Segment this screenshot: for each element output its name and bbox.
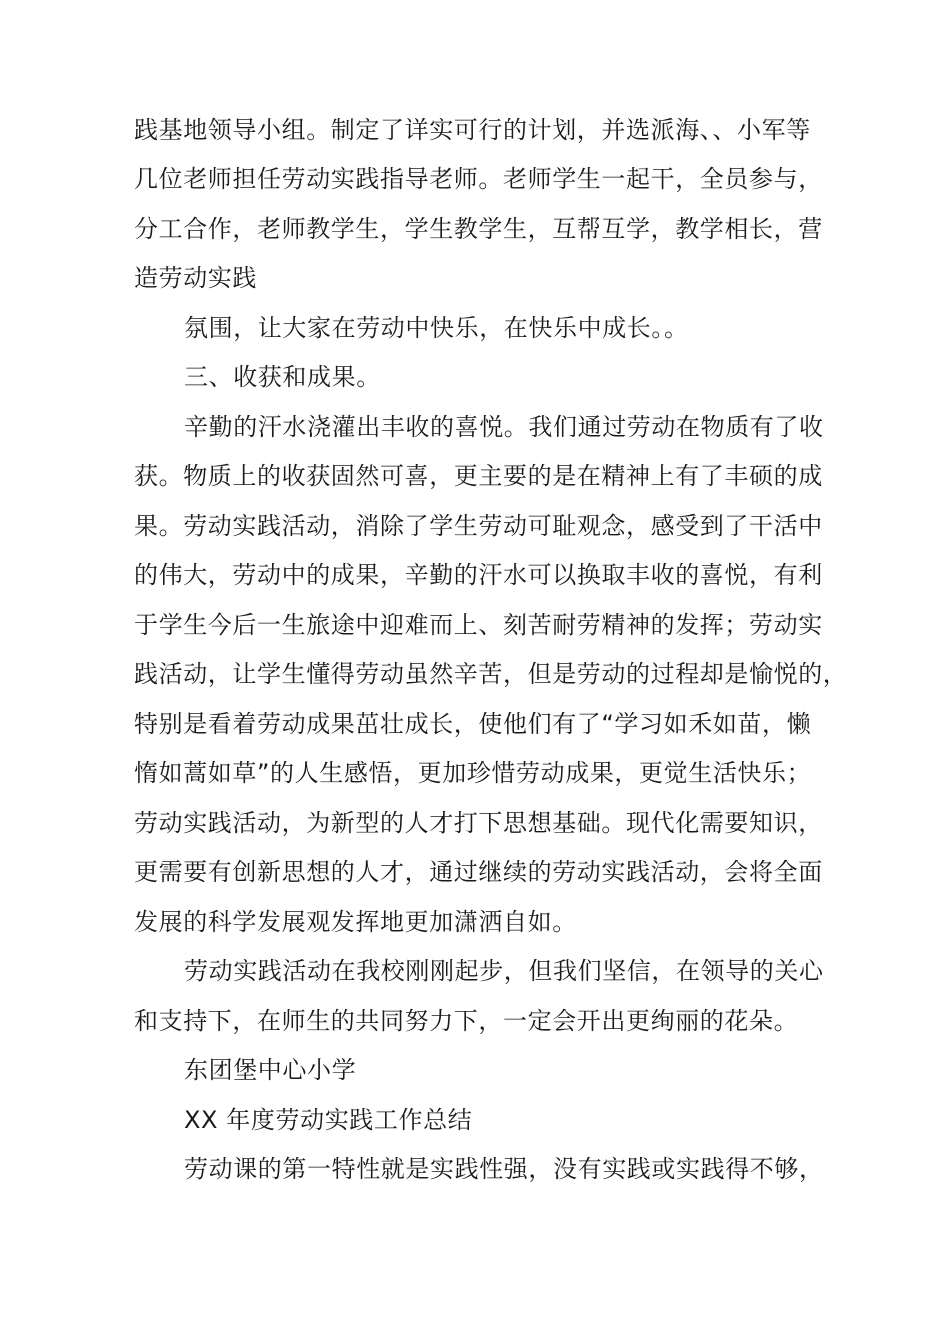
paragraph-line: 劳动实践活动在我校刚刚起步，但我们坚信，在领导的关心 [184, 957, 824, 985]
section-heading: 三、收获和成果。 [184, 363, 381, 391]
paragraph-line: 获。物质上的收获固然可喜，更主要的是在精神上有了丰硕的成 [134, 462, 823, 490]
paragraph-line: 惰如蒿如草”的人生感悟，更加珍惜劳动成果，更觉生活快乐； [134, 759, 812, 787]
paragraph-line: 的伟大，劳动中的成果，辛勤的汗水可以换取丰收的喜悦，有利 [134, 561, 823, 589]
paragraph-line: 几位老师担任劳动实践指导老师。老师学生一起干，全员参与， [134, 165, 823, 193]
paragraph-line: 氛围，让大家在劳动中快乐，在快乐中成长。。 [184, 314, 689, 342]
paragraph-line: 于学生今后一生旅途中迎难而上、刻苦耐劳精神的发挥；劳动实 [134, 611, 823, 639]
school-name: 东团堡中心小学 [184, 1056, 357, 1084]
paragraph-line: 践活动，让学生懂得劳动虽然辛苦，但是劳动的过程却是愉悦的， [134, 660, 848, 688]
paragraph-line: 劳动实践活动，为新型的人才打下思想基础。现代化需要知识， [134, 809, 823, 837]
paragraph-line: 造劳动实践 [134, 264, 257, 292]
paragraph-line: 发展的科学发展观发挥地更加潇洒自如。 [134, 908, 577, 936]
paragraph-line: 践基地领导小组。制定了详实可行的计划，并选派海、、小军等 [134, 116, 811, 144]
paragraph-line: 更需要有创新思想的人才，通过继续的劳动实践活动，会将全面 [134, 858, 823, 886]
paragraph-line: 特别是看着劳动成果茁壮成长，使他们有了“学习如禾如苗，懒 [134, 710, 812, 738]
paragraph-line: 分工合作，老师教学生，学生教学生，互帮互学，教学相长，营 [134, 215, 823, 243]
paragraph-line: 果。劳动实践活动，消除了学生劳动可耻观念，感受到了干活中 [134, 512, 823, 540]
paragraph-line: 辛勤的汗水浇灌出丰收的喜悦。我们通过劳动在物质有了收 [184, 413, 824, 441]
paragraph-line: 和支持下，在师生的共同努力下，一定会开出更绚丽的花朵。 [134, 1007, 799, 1035]
document-title: XX 年度劳动实践工作总结 [184, 1106, 473, 1134]
paragraph-line: 劳动课的第一特性就是实践性强，没有实践或实践得不够， [184, 1155, 824, 1183]
